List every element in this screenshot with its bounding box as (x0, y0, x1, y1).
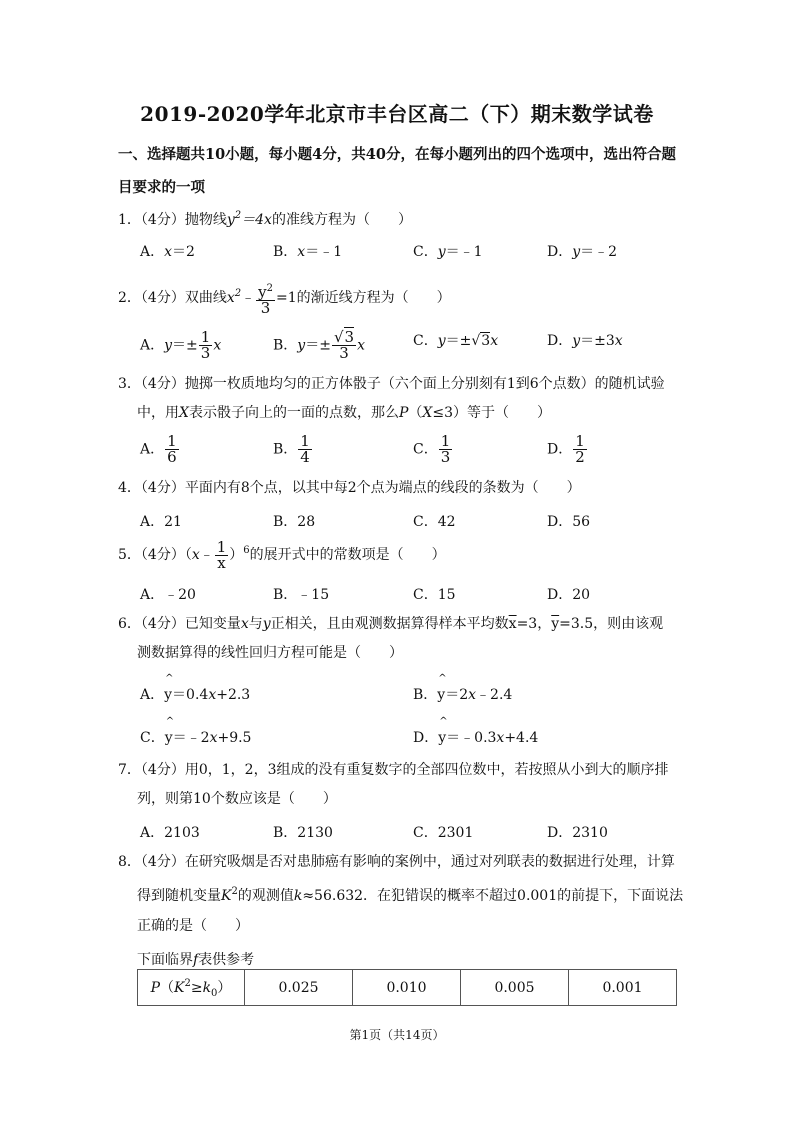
option-a[interactable]: A．﹣20 (140, 587, 196, 603)
option-c[interactable]: C．y＝﹣1 (413, 244, 483, 260)
question-4: 4．（4分）平面内有8个点，以其中每2个点为端点的线段的条数为（ ） (118, 480, 581, 496)
question-text: 抛物线 (184, 212, 227, 228)
option-a[interactable]: A．2103 (140, 825, 200, 841)
question-score: （4分） (140, 290, 185, 306)
option-b[interactable]: B．y＝± $\frac{√3}{3}$ x (273, 328, 365, 362)
question-number: 2． (118, 290, 141, 306)
option-c[interactable]: C．2301 (413, 825, 474, 841)
question-score: （4分） (140, 212, 185, 228)
option-d[interactable]: D． $\frac{1}{2}$ (547, 432, 585, 466)
table-row (138, 970, 677, 1006)
question-text: 的准线方程为（ ） (271, 212, 412, 228)
question-text: 在研究吸烟是否对患肺癌有影响的案例中，通过对列联表的数据进行处理，计算 (184, 854, 675, 870)
question-3: 3．（4分）抛掷一枚质地均匀的正方体骰子（六个面上分别刻有1到6个点数）的随机试验 中，用X表示骰子向上的一面的点数，那么P（X≤3）等于（ ） (118, 376, 665, 421)
option-a[interactable]: A．21 (140, 514, 182, 530)
option-c[interactable]: C．y＝±√3x (413, 333, 499, 349)
question-text: 用0，1，2，3组成的没有重复数字的全部四位数中，若按照从小到大的顺序排 (184, 762, 669, 778)
section-header-line1: 一、选择题共10小题，每小题4分，共40分，在每小题列出的四个选项中，选出符合题 (118, 146, 676, 163)
option-c[interactable]: C．^ y＝﹣2x+9.5 (140, 727, 251, 747)
table-cell: 0.010 (353, 970, 461, 1006)
table-cell: 0.025 (245, 970, 353, 1006)
option-d[interactable]: D．y＝﹣2 (547, 244, 618, 260)
fraction: $\frac{y^2}{3}$ (258, 282, 273, 317)
option-a[interactable]: A． $\frac{1}{6}$ (140, 432, 177, 466)
table-cell: 0.001 (569, 970, 677, 1006)
option-c[interactable]: C．15 (413, 587, 456, 603)
question-2: 2．（4分）双曲线$x^2﹣$ $\frac{y^2}{3}$ =1的渐近线方程为（ ） (118, 282, 451, 317)
section-header (118, 138, 688, 204)
question-text: =1的渐近线方程为（ ） (275, 290, 451, 306)
question-8: 8．（4分）在研究吸烟是否对患肺癌有影响的案例中，通过对列联表的数据进行处理，计算 得到随机变量$K^2$的观测值k≈56.632．在犯错误的概率不超过0.001的前提下，下面说法 正确的是（ ） 下面临界f表供参考 (118, 848, 688, 974)
formula: $x^2$ (226, 288, 242, 306)
option-b[interactable]: B．^ y＝2x﹣2.4 (413, 684, 512, 704)
question-text: 正确的是（ ） (137, 918, 249, 934)
question-text: 双曲线 (184, 290, 227, 306)
question-1 (118, 202, 688, 234)
option-c[interactable]: C．42 (413, 514, 456, 530)
option-b[interactable]: B．2130 (273, 825, 333, 841)
question-text: 测数据算得的线性回归方程可能是（ ） (137, 645, 403, 661)
page-footer: 第1页（共14页） (349, 1028, 445, 1042)
option-d[interactable]: D．y＝±3x (547, 333, 623, 349)
option-b[interactable]: B．﹣15 (273, 587, 330, 603)
question-text: 列，则第10个数应该是（ ） (137, 791, 337, 807)
option-d[interactable]: D．^ y＝﹣0.3x+4.4 (413, 727, 538, 747)
option-b[interactable]: B．x＝﹣1 (273, 244, 343, 260)
option-b[interactable]: B． $\frac{1}{4}$ (273, 432, 310, 466)
question-5: 5．（4分）（x﹣ $\frac{1}{x}$ ）$^6$的展开式中的常数项是（ ） (118, 537, 446, 572)
page-title: 2019-2020学年北京市丰台区高二（下）期末数学试卷 (140, 102, 654, 126)
question-text: 的展开式中的常数项是（ ） (249, 547, 446, 563)
critical-value-table (137, 969, 677, 1006)
question-7: 7．（4分）用0，1，2，3组成的没有重复数字的全部四位数中，若按照从小到大的顺序排 列，则第10个数应该是（ ） (118, 756, 688, 813)
section-header-line2: 目要求的一项 (118, 179, 205, 196)
option-b[interactable]: B．28 (273, 514, 316, 530)
table-cell: 0.005 (461, 970, 569, 1006)
option-d[interactable]: D．2310 (547, 825, 608, 841)
option-a[interactable]: A．^ y＝0.4x+2.3 (140, 684, 250, 704)
question-6: 6．（4分）已知变量x与y正相关，且由观测数据算得样本平均数$\overline{x}=3$，$\overline{y}=3.5$，则由该观 测数据算得的线性回归方程可能是（ ） (118, 610, 688, 667)
question-text: 抛掷一枚质地均匀的正方体骰子（六个面上分别刻有1到6个点数）的随机试验 (184, 376, 665, 392)
option-d[interactable]: D．56 (547, 514, 591, 530)
option-a[interactable]: A．x＝2 (140, 244, 195, 260)
question-text: 平面内有8个点，以其中每2个点为端点的线段的条数为（ ） (184, 480, 581, 496)
formula: $y^2=4x$ (226, 210, 272, 228)
option-c[interactable]: C． $\frac{1}{3}$ (413, 432, 451, 466)
table-header-cell: $P(K^2\ge k_0)$ (138, 970, 245, 1006)
option-d[interactable]: D．20 (547, 587, 591, 603)
option-a[interactable]: A．y＝± $\frac{1}{3}$ x (140, 328, 222, 362)
question-number: 1． (118, 212, 141, 228)
